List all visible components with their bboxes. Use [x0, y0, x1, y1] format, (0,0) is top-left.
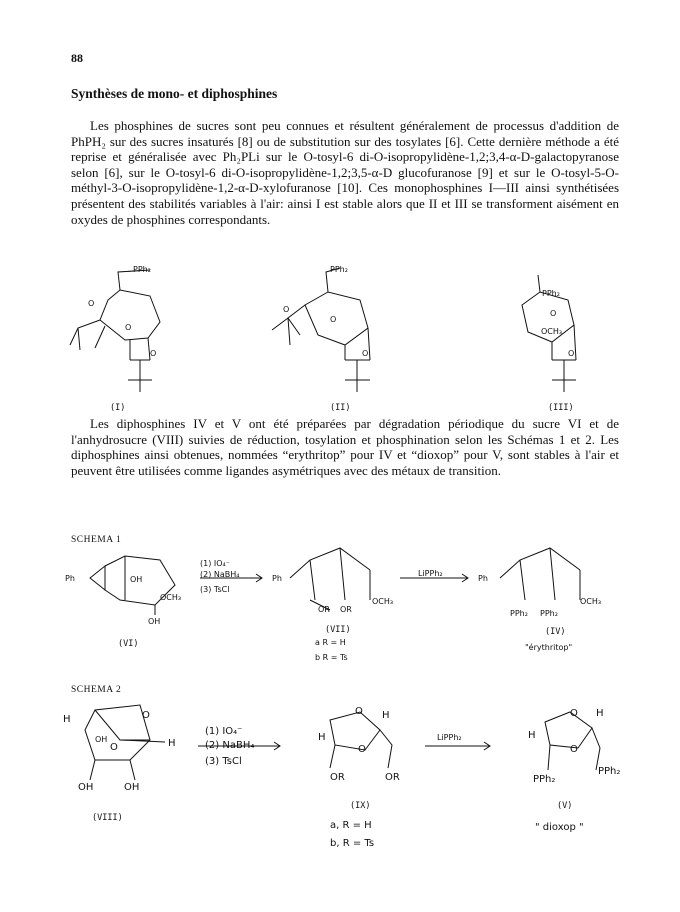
schema2-or-2: OR: [385, 772, 400, 783]
schema2-h-viii-2: H: [168, 738, 176, 749]
schema1-ph-vii: Ph: [272, 574, 282, 583]
schema2-o-ix-1: O: [355, 706, 363, 717]
schema1-reagent-3: (3) TsCl: [200, 585, 230, 594]
schema1-och3-vi: OCH₃: [160, 593, 182, 602]
schema1-oh-vi-2: OH: [148, 617, 161, 626]
paragraph-1-text: Les phosphines de sucres sont peu connues et résultent généralement de processus d'addition de PhPH₂ sur des sucres insaturés [8] ou de substitution sur des tosylates [6]. Cette dernière méthode a été reprise et généralisée avec Ph₂PLi sur le O-tosyl-6 di-O-isopropylidène-1,2;3,4-α-D-galactopyranose selon [6], sur le O-tosyl-6 di-O-isopropylidène-1,2;3,5-α-D glucofuranose [9] et sur le O-tosyl-5-O-méthyl-3-O-isopropylidène-1,2-α-D-xylofuranose [10]. Ces monophosphines I—III ainsi synthétisées présentent des stabilités variables à l'air: ainsi I est stable alors que II et III se transforment aisément en oxydes de phosphines correspondants.: [71, 118, 619, 227]
schema1-och3-vii: OCH₃: [372, 597, 394, 606]
schema2-label-ix: (IX): [350, 801, 371, 811]
schema2-pph2-1: PPh₂: [533, 774, 556, 785]
schema2-reagent-step2: LiPPh₂: [437, 733, 462, 742]
schema1-name-iv: "érythritop": [525, 643, 573, 652]
schema1-oh-vi-1: OH: [130, 575, 143, 584]
schema1-sub-b: b R = Ts: [315, 653, 348, 662]
schema2-o-v-2: O: [570, 744, 578, 755]
struct-ii-o1: O: [283, 305, 290, 314]
schema1-pph2-1: PPh₂: [510, 609, 528, 618]
schema1-reagent-2: (2) NaBH₄: [200, 570, 240, 579]
schema2-reagent-3: (3) TsCl: [205, 756, 242, 767]
schema2-or-1: OR: [330, 772, 345, 783]
struct-iii-pph2: PPh₂: [542, 289, 560, 298]
schema1-och3-iv: OCH₃: [580, 597, 602, 606]
schema1-reagent-step2: LiPPh₂: [418, 569, 443, 578]
schema2-oh-viii-1: OH: [95, 735, 108, 744]
schema2-oh-viii-2: OH: [78, 782, 94, 793]
schema2-pph2-2: PPh₂: [598, 766, 621, 777]
schema2-o-v-1: O: [570, 708, 578, 719]
struct-i-o3: O: [150, 349, 157, 358]
struct-i-label: (I): [110, 403, 126, 413]
struct-ii-o3: O: [362, 349, 369, 358]
schema1-ph-vi: Ph: [65, 574, 75, 583]
schema2-name-v: " dioxop ": [535, 822, 584, 833]
schema2-h-ix-1: H: [318, 732, 326, 743]
schema1-label-vii: (VII): [325, 625, 351, 635]
structure-ii: [272, 268, 370, 392]
page-number: 88: [71, 51, 83, 65]
schema2-sub-a: a, R = H: [330, 820, 372, 831]
struct-i-o2: O: [125, 323, 132, 332]
schema2-sub-b: b, R = Ts: [330, 838, 375, 849]
struct-i-o1: O: [88, 299, 95, 308]
struct-ii-o2: O: [330, 315, 337, 324]
schema2-reagent-2: (2) NaBH₄: [205, 740, 255, 751]
schema2-h-v-2: H: [596, 708, 604, 719]
schema1-or-2: OR: [340, 605, 352, 614]
schema1-title: SCHEMA 1: [71, 535, 122, 545]
paragraph-2: [71, 416, 619, 478]
schema2-h-v-1: H: [528, 730, 536, 741]
struct-ii-pph2: PPh₂: [330, 265, 348, 274]
struct-ii-label: (II): [330, 403, 351, 413]
struct-iii-o1: O: [550, 309, 557, 318]
schema1-label-iv: (IV): [545, 627, 566, 637]
schema2-o-ix-2: O: [358, 744, 366, 755]
struct-i-pph2: PPh₂: [133, 265, 151, 274]
schema1-reagent-1: (1) IO₄⁻: [200, 559, 230, 568]
schema1-or-1: OR: [318, 605, 330, 614]
schema1-ph-iv: Ph: [478, 574, 488, 583]
schema2-title: SCHEMA 2: [71, 685, 122, 695]
schema1-pph2-2: PPh₂: [540, 609, 558, 618]
schema2-h-ix-2: H: [382, 710, 390, 721]
schema1-drawing: [90, 548, 580, 615]
schema2-o-viii-1: O: [142, 710, 150, 721]
schema2-drawing: [85, 705, 600, 780]
schema2-label-viii: (VIII): [92, 813, 123, 823]
section-heading: Synthèses de mono- et diphosphines: [71, 86, 278, 101]
struct-iii-label: (III): [548, 403, 574, 413]
schema1-label-vi: (VI): [118, 639, 139, 649]
struct-iii-och3: OCH₃: [541, 327, 563, 336]
schema2-o-viii-2: O: [110, 742, 118, 753]
schema2-reagent-1: (1) IO₄⁻: [205, 726, 243, 737]
schema2-label-v: (V): [557, 801, 573, 811]
structure-i: [70, 270, 160, 392]
schema1-sub-a: a R = H: [315, 638, 346, 647]
schema2-oh-viii-3: OH: [124, 782, 140, 793]
paragraph-2-text: Les diphosphines IV et V ont été préparées par dégradation périodique du sucre VI et de l'anhydrosucre (VIII) suivies de réduction, tosylation et phosphination selon les Schémas 1 et 2. Les diphosphines ainsi obtenues, nommées “erythritop” pour IV et “dioxop” pour V, sont stables à l'air et peuvent être utilisées comme ligandes asymétriques avec des métaux de transition.: [71, 416, 619, 478]
schema2-h-viii-1: H: [63, 714, 71, 725]
struct-iii-o2: O: [568, 349, 575, 358]
